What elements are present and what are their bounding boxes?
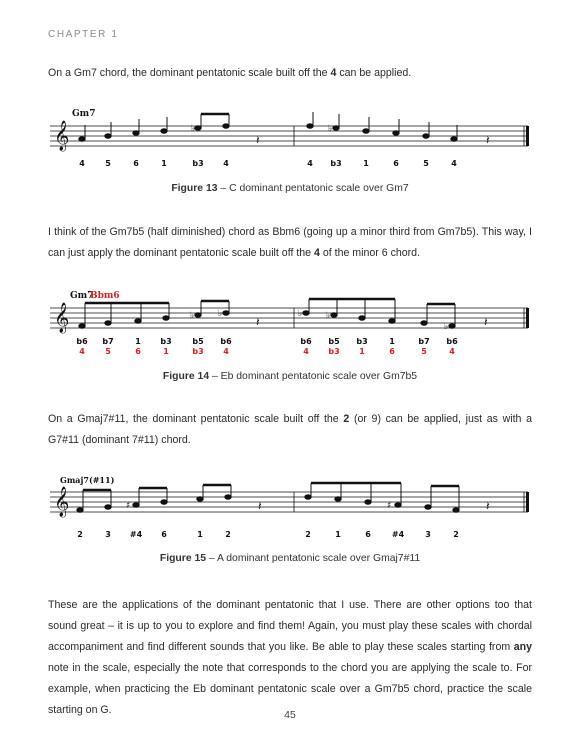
chord-symbol: Gm7	[72, 109, 96, 119]
scale-degree: b3	[328, 347, 340, 356]
rest-icon: 𝄽	[486, 133, 490, 147]
treble-clef-icon: 𝄞	[54, 121, 70, 151]
scale-degree: 1	[389, 337, 395, 346]
scale-degree: 6	[389, 347, 395, 356]
paragraph-intro-gm7	[48, 63, 532, 84]
figure-caption-text: – C dominant pentatonic scale over Gm7	[217, 183, 409, 194]
scale-degree: 4	[223, 159, 229, 168]
scale-degree: 6	[365, 530, 371, 539]
scale-degree: 4	[303, 347, 309, 356]
scale-degree: b3	[330, 159, 342, 168]
rest-icon: 𝄽	[256, 315, 260, 329]
figure-14-notation	[44, 286, 540, 366]
svg-text:♯: ♯	[126, 501, 131, 511]
scale-degree: 4	[79, 347, 85, 356]
final-barline	[526, 126, 529, 146]
scale-degree: 5	[105, 347, 111, 356]
scale-degree: 5	[423, 159, 429, 168]
paragraph-text: can be applied.	[336, 67, 412, 79]
scale-degree: b7	[418, 337, 430, 346]
page-number: 45	[284, 709, 296, 721]
scale-degree: 6	[135, 347, 141, 356]
rest-icon: 𝄽	[256, 133, 260, 147]
scale-degree: 5	[105, 159, 111, 168]
chord-symbol: Gmaj7(#11)	[60, 475, 115, 485]
svg-text:♭: ♭	[191, 124, 196, 134]
figure-caption-text: – Eb dominant pentatonic scale over Gm7b5	[209, 371, 418, 382]
scale-degree: b3	[192, 347, 204, 356]
scale-degree: 3	[425, 530, 431, 539]
scale-degree: b3	[192, 159, 204, 168]
figure-14-caption	[0, 371, 580, 382]
scale-degree: b7	[102, 337, 114, 346]
svg-text:♭: ♭	[298, 309, 303, 319]
scale-degree: 1	[161, 159, 167, 168]
paragraph-text: (or 9) can be applied, just as with a G7#11 (dominant 7#11) chord.	[48, 413, 532, 446]
paragraph-gmaj7	[48, 409, 532, 451]
scale-degree: 1	[163, 347, 169, 356]
figure-15-caption	[0, 553, 580, 564]
figure-13-notation	[44, 104, 540, 184]
figure-label: Figure 13	[171, 183, 218, 194]
scale-degree: 4	[223, 347, 229, 356]
scale-degree: b6	[220, 337, 232, 346]
scale-degree-row	[79, 159, 457, 168]
scale-degree: 5	[421, 347, 427, 356]
svg-text:♭: ♭	[190, 311, 195, 321]
paragraph-bold: 2	[343, 413, 350, 425]
svg-text:♭: ♭	[326, 311, 331, 321]
scale-degree: 4	[449, 347, 455, 356]
scale-degree: 1	[197, 530, 203, 539]
svg-text:♭: ♭	[444, 322, 449, 332]
treble-clef-icon: 𝄞	[54, 487, 70, 517]
scale-degree: b3	[356, 337, 368, 346]
scale-degree: 4	[79, 159, 85, 168]
scale-degree: 4	[451, 159, 457, 168]
scale-degree: 1	[359, 347, 365, 356]
scale-degree: b6	[76, 337, 88, 346]
final-barline	[526, 308, 529, 328]
figure-label: Figure 15	[159, 553, 207, 564]
paragraph-text: On a Gm7 chord, the dominant pentatonic scale built off the	[48, 67, 331, 79]
chord-symbol-alt: Bbm6	[90, 291, 120, 301]
paragraph-text: These are the applications of the dominant pentatonic that I use. There are other options too that sound great – it is up to you to explore and find them! Again, you must play these scales with chordal accompaniment and find different sounds that you like. Be able to play these scales starting from	[48, 599, 532, 653]
scale-degree: 1	[363, 159, 369, 168]
scale-degree: 6	[161, 530, 167, 539]
scale-degree: 3	[105, 530, 111, 539]
chord-symbol: Gm7	[70, 291, 94, 301]
scale-degree: b5	[328, 337, 340, 346]
scale-degree: #4	[129, 530, 143, 539]
paragraph-text: of the minor 6 chord.	[319, 247, 421, 259]
scale-degree: 6	[133, 159, 139, 168]
svg-text:♭: ♭	[218, 309, 223, 319]
final-barline	[526, 492, 529, 512]
scale-degree: 2	[225, 530, 231, 539]
chapter-label: CHAPTER 1	[48, 29, 119, 40]
paragraph-text: I think of the Gm7b5 (half diminished) chord as Bbm6 (going up a minor third from Gm7b5). This way, I can just apply the dominant pentatonic scale built off the	[48, 226, 532, 259]
scale-degree-row-red	[79, 347, 455, 356]
figure-13-caption	[0, 183, 580, 194]
paragraph-applications	[48, 595, 532, 721]
scale-degree: 4	[307, 159, 313, 168]
scale-degree: 1	[135, 337, 141, 346]
rest-icon: 𝄽	[486, 499, 490, 513]
figure-caption-text: – A dominant pentatonic scale over Gmaj7#11	[206, 553, 421, 564]
paragraph-bold: 4	[314, 247, 320, 259]
scale-degree-row	[76, 337, 458, 346]
figure-label: Figure 14	[162, 371, 210, 382]
rest-icon: 𝄽	[258, 499, 262, 513]
rest-icon: 𝄽	[484, 315, 488, 329]
paragraph-bold: 4	[330, 67, 337, 79]
scale-degree: 1	[335, 530, 341, 539]
scale-degree: b5	[192, 337, 204, 346]
scale-degree: 2	[305, 530, 311, 539]
treble-clef-icon: 𝄞	[54, 303, 70, 333]
svg-text:♭: ♭	[328, 124, 333, 134]
scale-degree-row	[77, 530, 459, 539]
paragraph-text: note in the scale, especially the note that corresponds to the chord you are applying the scale to. For example, when practicing the Eb dominant pentatonic scale over a Gm7b5 chord, practice the scale starting on G.	[48, 662, 532, 716]
paragraph-gm7b5	[48, 222, 532, 264]
scale-degree: 6	[393, 159, 399, 168]
scale-degree: b6	[446, 337, 458, 346]
scale-degree: 2	[77, 530, 83, 539]
paragraph-bold: any	[513, 641, 532, 653]
scale-degree: b6	[300, 337, 312, 346]
figure-15-notation	[44, 470, 540, 550]
scale-degree: 2	[453, 530, 459, 539]
paragraph-text: On a Gmaj7#11, the dominant pentatonic scale built off the	[48, 413, 344, 425]
scale-degree: #4	[391, 530, 405, 539]
scale-degree: b3	[160, 337, 172, 346]
svg-text:♯: ♯	[387, 501, 392, 511]
